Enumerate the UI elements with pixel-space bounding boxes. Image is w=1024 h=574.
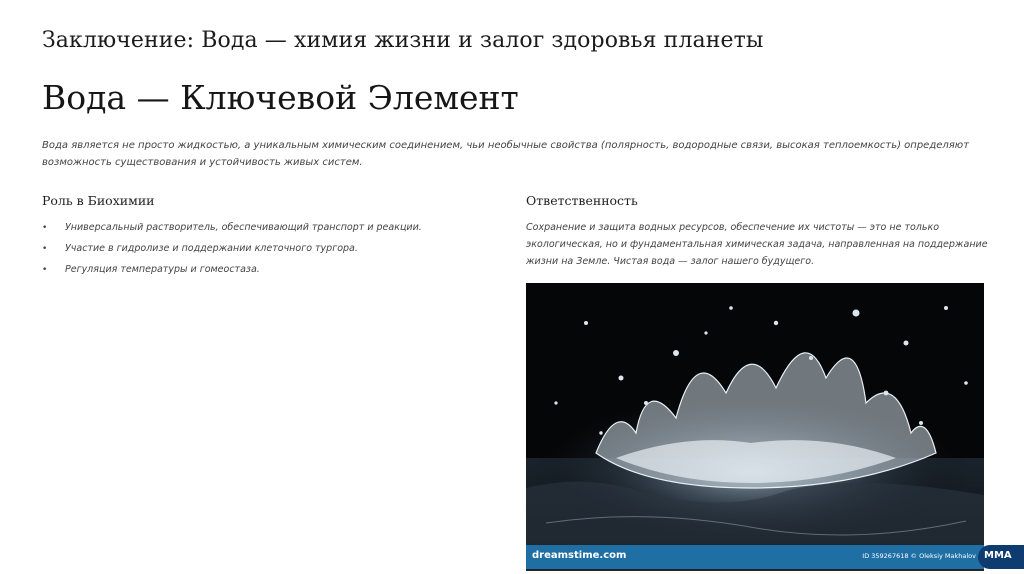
stock-logo: dreamstime.com: [532, 550, 627, 561]
list-item: [42, 262, 482, 283]
corner-badge: [978, 545, 1024, 569]
bullet-icon: •: [42, 223, 48, 233]
intro-paragraph: Вода является не просто жидкостью, а уникальным химическим соединением, чьи необычные свойства (полярность, водородные связи, высокая теплоемкость) определяют возможность существования и устойчивость живых систем.: [42, 140, 970, 168]
biochemistry-list: [42, 220, 482, 283]
list-item-text: Универсальный растворитель, обеспечивающий транспорт и реакции.: [65, 222, 422, 233]
stock-id: ID 359267618 © Oleksiy Makhalov: [862, 552, 976, 560]
water-splash-image: [526, 283, 984, 571]
bullet-icon: •: [42, 244, 48, 254]
responsibility-text: Сохранение и защита водных ресурсов, обеспечение их чистоты — это не только экологическая, но и фундаментальная химическая задача, направленная на поддержание жизни на Земле. Чистая вода — залог нашего будущего.: [526, 222, 988, 267]
responsibility-heading: Ответственность: [526, 193, 638, 208]
list-item-text: Участие в гидролизе и поддержании клеточного тургора.: [65, 243, 358, 254]
slide-title: Вода — Ключевой Элемент: [42, 78, 519, 117]
corner-badge-text: MMA: [984, 550, 1012, 561]
list-item: [42, 241, 482, 262]
list-item-text: Регуляция температуры и гомеостаза.: [65, 264, 260, 275]
water-splash-illustration: [526, 283, 984, 571]
stock-watermark-bar: [526, 545, 984, 569]
bullet-icon: •: [42, 265, 48, 275]
biochemistry-heading: Роль в Биохимии: [42, 193, 155, 208]
slide-supertitle: Заключение: Вода — химия жизни и залог здоровья планеты: [42, 28, 764, 53]
list-item: [42, 220, 482, 241]
